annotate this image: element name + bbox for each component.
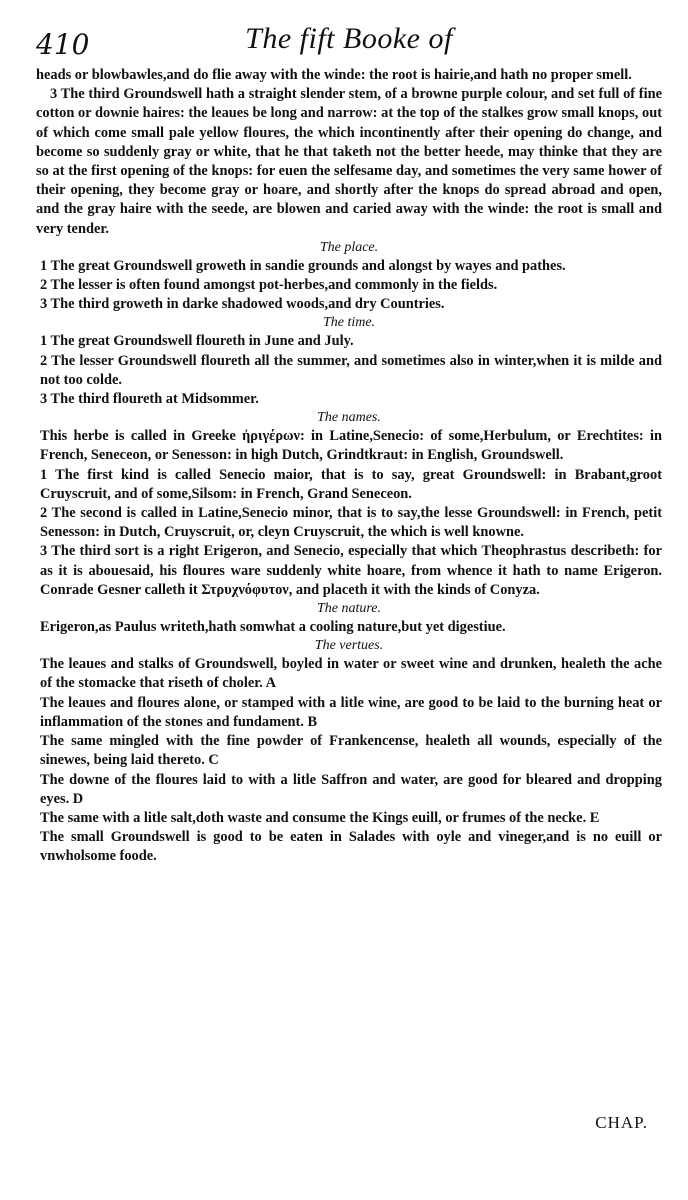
page-header	[36, 18, 662, 66]
list-item: This herbe is called in Greeke ἠριγέρων: in Latine,Senecio: of some,Herbulum, or Erechtites: in French, Seneceon, or Senesson: in high Dutch, Grindtkraut: in English, Groundswell.	[40, 428, 662, 464]
section-heading: The place.	[319, 239, 379, 255]
page-number: 410	[36, 28, 90, 61]
list-item: 1 The first kind is called Senecio maior, that is to say, great Groundswell: in Brabant,groot Cruyscruit, and of some,Silsom: in French, Grand Seneceon.	[40, 466, 662, 502]
list-item: 2 The lesser Groundswell floureth all the summer, and sometimes also in winter,when it is milde and not too colde.	[40, 352, 662, 388]
body-text	[36, 66, 662, 867]
list-item: 3 The third groweth in darke shadowed woods,and dry Countries.	[40, 296, 445, 313]
list-item: Erigeron,as Paulus writeth,hath somwhat a cooling nature,but yet digestiue.	[40, 619, 506, 636]
list-item: 3 The third floureth at Midsommer.	[40, 391, 259, 408]
list-item: The small Groundswell is good to be eaten in Salades with oyle and vineger,and is no euill or vnwholsome foode.	[40, 829, 662, 865]
list-item: 3 The third sort is a right Erigeron, and Senecio, especially that which Theophrastus describeth: for as it is abouesaid, his floures ware suddenly white hoare, from whence it hath to name Erigeron. Conrade Gesner calleth it Στρυχνόφυτον, and placeth it with the kinds of Conyza.	[40, 543, 662, 598]
section-heading: The names.	[317, 410, 381, 426]
section-place	[36, 239, 662, 315]
section-names	[36, 409, 662, 600]
list-item: 2 The second is called in Latine,Senecio minor, that is to say,the lesse Groundswell: in French, petit Senesson: in Dutch, Cruyscruit, or, cleyn Cruyscruit, the which is well knowne.	[40, 505, 662, 541]
list-item: The leaues and floures alone, or stamped with a litle wine, are good to be laid to the burning heat or inflammation of the stones and fundament. B	[40, 694, 662, 730]
list-item: 2 The lesser is often found amongst pot-herbes,and commonly in the fields.	[40, 277, 498, 294]
running-head: The fift Booke of	[245, 22, 453, 55]
list-item: 1 The great Groundswell floureth in June and July.	[40, 333, 354, 350]
list-item: The leaues and stalks of Groundswell, boyled in water or sweet wine and drunken, healeth the ache of the stomacke that riseth of choler. A	[40, 656, 662, 692]
section-time	[36, 314, 662, 409]
list-item: The downe of the floures laid to with a litle Saffron and water, are good for bleared and dropping eyes. D	[40, 771, 662, 807]
list-item: The same with a litle salt,doth waste and consume the Kings euill, or frumes of the necke. E	[40, 809, 600, 826]
section-vertues	[36, 637, 662, 866]
paragraph: 3 The third Groundswell hath a straight slender stem, of a browne purple colour, and set full of fine cotton or downie haires: the leaues be long and narrow: at the top of the stalkes grow small knops, out of which come small pale yellow floures, the which incontinently after their opening do change, and become so suddenly gray or white, that he that taketh not the better heede, may thinke that they are so at the first opening of the knops: for euen the selfesame day, and sometimes the very same hower of their opening, they become gray or hoare, and shortly after the knops do spread abroad and open, and the gray haire with the seede, are blowen and caried away with the winde: the root is small and very tender.	[36, 86, 662, 237]
paragraph: heads or blowbawles,and do flie away with the winde: the root is hairie,and hath no proper smell.	[36, 67, 632, 83]
section-heading: The vertues.	[314, 638, 384, 654]
section-heading: The time.	[322, 315, 376, 331]
section-heading: The nature.	[316, 601, 382, 617]
section-nature	[36, 600, 662, 637]
list-item: The same mingled with the fine powder of Frankencense, healeth all wounds, especially of the sinewes, being laid thereto. C	[40, 733, 662, 769]
list-item: 1 The great Groundswell groweth in sandie grounds and alongst by wayes and pathes.	[40, 257, 566, 274]
catchword: CHAP.	[595, 1113, 648, 1132]
